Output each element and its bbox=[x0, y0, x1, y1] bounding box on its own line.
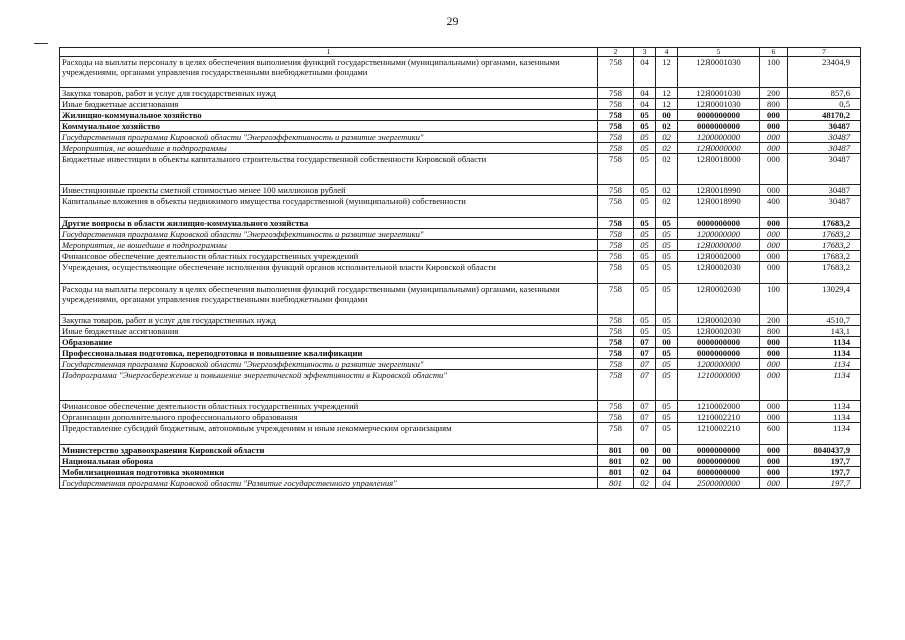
cell-ministry: 758 bbox=[598, 326, 634, 337]
cell-ministry: 758 bbox=[598, 370, 634, 401]
cell-target-article: 0000000000 bbox=[678, 218, 760, 229]
cell-target-article: 1200000000 bbox=[678, 229, 760, 240]
cell-name: Профессиональная подготовка, переподготовка и повышение квалификации bbox=[60, 348, 598, 359]
cell-expense-type: 000 bbox=[760, 348, 788, 359]
header-cell-target-article: 5 bbox=[678, 48, 760, 57]
cell-subsection: 05 bbox=[656, 240, 678, 251]
cell-expense-type: 600 bbox=[760, 423, 788, 445]
cell-amount: 30487 bbox=[788, 154, 861, 185]
cell-subsection: 00 bbox=[656, 110, 678, 121]
cell-amount: 197,7 bbox=[788, 456, 861, 467]
cell-subsection: 00 bbox=[656, 337, 678, 348]
cell-ministry: 758 bbox=[598, 121, 634, 132]
cell-name: Организации дополнительного профессионального образования bbox=[60, 412, 598, 423]
table-row bbox=[60, 401, 861, 412]
cell-amount: 23404,9 bbox=[788, 57, 861, 88]
cell-name: Иные бюджетные ассигнования bbox=[60, 99, 598, 110]
table-row bbox=[60, 359, 861, 370]
cell-expense-type: 000 bbox=[760, 185, 788, 196]
cell-target-article: 0000000000 bbox=[678, 467, 760, 478]
cell-ministry: 758 bbox=[598, 229, 634, 240]
cell-amount: 17683,2 bbox=[788, 229, 861, 240]
cell-ministry: 758 bbox=[598, 240, 634, 251]
cell-target-article: 1210002210 bbox=[678, 423, 760, 445]
cell-target-article: 12Я0001030 bbox=[678, 57, 760, 88]
cell-expense-type: 400 bbox=[760, 196, 788, 218]
table-row bbox=[60, 445, 861, 456]
cell-target-article: 12Я0001030 bbox=[678, 99, 760, 110]
cell-subsection: 12 bbox=[656, 88, 678, 99]
cell-ministry: 801 bbox=[598, 478, 634, 489]
table-row bbox=[60, 370, 861, 401]
cell-section: 04 bbox=[634, 88, 656, 99]
cell-name: Коммунальное хозяйство bbox=[60, 121, 598, 132]
table-row bbox=[60, 99, 861, 110]
cell-section: 05 bbox=[634, 143, 656, 154]
table-row bbox=[60, 284, 861, 315]
cell-name: Расходы на выплаты персоналу в целях обеспечения выполнения функций государственными (муниципальными) органами, казенными учреждениями, органами управления государственными внебюджетными фондами bbox=[60, 284, 598, 315]
cell-target-article: 12Я0002030 bbox=[678, 284, 760, 315]
cell-subsection: 05 bbox=[656, 218, 678, 229]
cell-section: 05 bbox=[634, 196, 656, 218]
cell-expense-type: 000 bbox=[760, 143, 788, 154]
cell-name: Государственная программа Кировской области "Энергоэффективность и развитие энергетики" bbox=[60, 229, 598, 240]
cell-section: 02 bbox=[634, 478, 656, 489]
cell-section: 00 bbox=[634, 445, 656, 456]
table-row bbox=[60, 154, 861, 185]
table-row bbox=[60, 110, 861, 121]
table-row bbox=[60, 423, 861, 445]
cell-expense-type: 000 bbox=[760, 337, 788, 348]
cell-subsection: 00 bbox=[656, 456, 678, 467]
header-row bbox=[60, 48, 861, 57]
table-row bbox=[60, 240, 861, 251]
cell-name: Учреждения, осуществляющие обеспечение исполнения функций органов исполнительной власти Кировской области bbox=[60, 262, 598, 284]
cell-name: Жилищно-коммунальное хозяйство bbox=[60, 110, 598, 121]
cell-ministry: 758 bbox=[598, 423, 634, 445]
cell-expense-type: 000 bbox=[760, 445, 788, 456]
cell-subsection: 05 bbox=[656, 348, 678, 359]
margin-mark bbox=[34, 43, 48, 44]
cell-expense-type: 100 bbox=[760, 284, 788, 315]
cell-amount: 30487 bbox=[788, 185, 861, 196]
cell-expense-type: 000 bbox=[760, 132, 788, 143]
cell-subsection: 05 bbox=[656, 229, 678, 240]
cell-subsection: 05 bbox=[656, 315, 678, 326]
table-row bbox=[60, 143, 861, 154]
cell-expense-type: 200 bbox=[760, 88, 788, 99]
cell-target-article: 1200000000 bbox=[678, 359, 760, 370]
cell-ministry: 758 bbox=[598, 218, 634, 229]
cell-ministry: 758 bbox=[598, 154, 634, 185]
budget-table bbox=[59, 47, 861, 489]
cell-target-article: 12Я0000000 bbox=[678, 143, 760, 154]
table-row bbox=[60, 88, 861, 99]
cell-name: Закупка товаров, работ и услуг для государственных нужд bbox=[60, 315, 598, 326]
cell-expense-type: 200 bbox=[760, 315, 788, 326]
cell-subsection: 02 bbox=[656, 154, 678, 185]
cell-subsection: 02 bbox=[656, 185, 678, 196]
cell-section: 05 bbox=[634, 154, 656, 185]
cell-amount: 17683,2 bbox=[788, 240, 861, 251]
cell-amount: 1134 bbox=[788, 348, 861, 359]
table-row bbox=[60, 262, 861, 284]
cell-amount: 17683,2 bbox=[788, 251, 861, 262]
cell-expense-type: 100 bbox=[760, 57, 788, 88]
cell-subsection: 05 bbox=[656, 326, 678, 337]
header-cell-ministry: 2 bbox=[598, 48, 634, 57]
cell-subsection: 12 bbox=[656, 99, 678, 110]
cell-ministry: 758 bbox=[598, 251, 634, 262]
cell-ministry: 758 bbox=[598, 132, 634, 143]
cell-ministry: 758 bbox=[598, 57, 634, 88]
cell-target-article: 1210000000 bbox=[678, 370, 760, 401]
cell-expense-type: 000 bbox=[760, 401, 788, 412]
cell-ministry: 758 bbox=[598, 185, 634, 196]
cell-subsection: 02 bbox=[656, 196, 678, 218]
cell-amount: 30487 bbox=[788, 132, 861, 143]
cell-ministry: 801 bbox=[598, 467, 634, 478]
cell-subsection: 05 bbox=[656, 251, 678, 262]
table-row bbox=[60, 229, 861, 240]
table-row bbox=[60, 251, 861, 262]
cell-ministry: 758 bbox=[598, 337, 634, 348]
cell-subsection: 00 bbox=[656, 445, 678, 456]
cell-amount: 4510,7 bbox=[788, 315, 861, 326]
cell-expense-type: 000 bbox=[760, 370, 788, 401]
cell-ministry: 758 bbox=[598, 110, 634, 121]
cell-ministry: 758 bbox=[598, 348, 634, 359]
cell-ministry: 801 bbox=[598, 456, 634, 467]
cell-expense-type: 000 bbox=[760, 229, 788, 240]
cell-name: Предоставление субсидий бюджетным, автономным учреждениям и иным некоммерческим организациям bbox=[60, 423, 598, 445]
cell-section: 07 bbox=[634, 401, 656, 412]
cell-expense-type: 000 bbox=[760, 456, 788, 467]
cell-name: Закупка товаров, работ и услуг для государственных нужд bbox=[60, 88, 598, 99]
cell-expense-type: 000 bbox=[760, 121, 788, 132]
cell-expense-type: 000 bbox=[760, 240, 788, 251]
cell-subsection: 05 bbox=[656, 423, 678, 445]
cell-target-article: 12Я0002030 bbox=[678, 326, 760, 337]
cell-target-article: 12Я0002030 bbox=[678, 262, 760, 284]
table-row bbox=[60, 337, 861, 348]
cell-subsection: 05 bbox=[656, 401, 678, 412]
table-row bbox=[60, 121, 861, 132]
cell-target-article: 12Я0002030 bbox=[678, 315, 760, 326]
cell-section: 05 bbox=[634, 185, 656, 196]
cell-expense-type: 800 bbox=[760, 326, 788, 337]
header-cell-section: 3 bbox=[634, 48, 656, 57]
cell-subsection: 12 bbox=[656, 57, 678, 88]
cell-section: 05 bbox=[634, 121, 656, 132]
cell-section: 04 bbox=[634, 57, 656, 88]
cell-ministry: 758 bbox=[598, 315, 634, 326]
cell-ministry: 758 bbox=[598, 262, 634, 284]
cell-target-article: 0000000000 bbox=[678, 456, 760, 467]
cell-ministry: 758 bbox=[598, 99, 634, 110]
cell-name: Расходы на выплаты персоналу в целях обеспечения выполнения функций государственными (муниципальными) органами, казенными учреждениями, органами управления государственными внебюджетными фондами bbox=[60, 57, 598, 88]
cell-ministry: 758 bbox=[598, 401, 634, 412]
cell-subsection: 05 bbox=[656, 262, 678, 284]
table-row bbox=[60, 478, 861, 489]
header-cell-subsection: 4 bbox=[656, 48, 678, 57]
table-row bbox=[60, 218, 861, 229]
cell-target-article: 0000000000 bbox=[678, 445, 760, 456]
cell-name: Инвестиционные проекты сметной стоимостью менее 100 миллионов рублей bbox=[60, 185, 598, 196]
cell-section: 02 bbox=[634, 467, 656, 478]
cell-section: 07 bbox=[634, 412, 656, 423]
cell-expense-type: 000 bbox=[760, 359, 788, 370]
cell-target-article: 12Я0018990 bbox=[678, 196, 760, 218]
cell-name: Государственная программа Кировской области "Развитие государственного управления" bbox=[60, 478, 598, 489]
cell-expense-type: 000 bbox=[760, 251, 788, 262]
table-row bbox=[60, 456, 861, 467]
table-row bbox=[60, 196, 861, 218]
cell-target-article: 12Я0018000 bbox=[678, 154, 760, 185]
cell-ministry: 758 bbox=[598, 412, 634, 423]
cell-section: 07 bbox=[634, 370, 656, 401]
cell-amount: 8040437,9 bbox=[788, 445, 861, 456]
cell-ministry: 758 bbox=[598, 143, 634, 154]
cell-name: Финансовое обеспечение деятельности областных государственных учреждений bbox=[60, 401, 598, 412]
cell-section: 05 bbox=[634, 315, 656, 326]
cell-section: 05 bbox=[634, 284, 656, 315]
cell-subsection: 05 bbox=[656, 370, 678, 401]
cell-expense-type: 000 bbox=[760, 467, 788, 478]
cell-name: Образование bbox=[60, 337, 598, 348]
cell-section: 05 bbox=[634, 110, 656, 121]
cell-section: 07 bbox=[634, 348, 656, 359]
cell-name: Финансовое обеспечение деятельности областных государственных учреждений bbox=[60, 251, 598, 262]
cell-name: Другие вопросы в области жилищно-коммунального хозяйства bbox=[60, 218, 598, 229]
cell-subsection: 04 bbox=[656, 467, 678, 478]
cell-target-article: 0000000000 bbox=[678, 121, 760, 132]
cell-section: 02 bbox=[634, 456, 656, 467]
cell-expense-type: 000 bbox=[760, 262, 788, 284]
table-row bbox=[60, 467, 861, 478]
cell-section: 07 bbox=[634, 423, 656, 445]
cell-subsection: 02 bbox=[656, 143, 678, 154]
cell-target-article: 12Я0000000 bbox=[678, 240, 760, 251]
page-number: 29 bbox=[446, 14, 459, 28]
cell-target-article: 12Я0001030 bbox=[678, 88, 760, 99]
cell-name: Капитальные вложения в объекты недвижимого имущества государственной (муниципальной) собственности bbox=[60, 196, 598, 218]
cell-amount: 1134 bbox=[788, 401, 861, 412]
cell-name: Мобилизационная подготовка экономики bbox=[60, 467, 598, 478]
table-row bbox=[60, 185, 861, 196]
cell-target-article: 0000000000 bbox=[678, 337, 760, 348]
cell-amount: 143,1 bbox=[788, 326, 861, 337]
table-row bbox=[60, 326, 861, 337]
table-row bbox=[60, 348, 861, 359]
cell-amount: 30487 bbox=[788, 121, 861, 132]
cell-expense-type: 800 bbox=[760, 99, 788, 110]
cell-amount: 857,6 bbox=[788, 88, 861, 99]
cell-expense-type: 000 bbox=[760, 412, 788, 423]
cell-amount: 30487 bbox=[788, 143, 861, 154]
cell-amount: 17683,2 bbox=[788, 218, 861, 229]
table-row bbox=[60, 412, 861, 423]
cell-ministry: 801 bbox=[598, 445, 634, 456]
cell-name: Подпрограмма "Энергосбережение и повышение энергетической эффективности в Кировской области" bbox=[60, 370, 598, 401]
cell-target-article: 2500000000 bbox=[678, 478, 760, 489]
cell-name: Мероприятия, не вошедшие в подпрограммы bbox=[60, 240, 598, 251]
cell-subsection: 02 bbox=[656, 132, 678, 143]
cell-amount: 1134 bbox=[788, 359, 861, 370]
cell-expense-type: 000 bbox=[760, 218, 788, 229]
cell-section: 07 bbox=[634, 337, 656, 348]
cell-ministry: 758 bbox=[598, 88, 634, 99]
cell-subsection: 05 bbox=[656, 359, 678, 370]
table-row bbox=[60, 315, 861, 326]
cell-section: 05 bbox=[634, 132, 656, 143]
cell-amount: 30487 bbox=[788, 196, 861, 218]
cell-section: 05 bbox=[634, 326, 656, 337]
cell-section: 05 bbox=[634, 240, 656, 251]
cell-target-article: 0000000000 bbox=[678, 348, 760, 359]
cell-amount: 1134 bbox=[788, 370, 861, 401]
cell-name: Министерство здравоохранения Кировской области bbox=[60, 445, 598, 456]
cell-expense-type: 000 bbox=[760, 110, 788, 121]
cell-target-article: 12Я0018990 bbox=[678, 185, 760, 196]
cell-section: 05 bbox=[634, 229, 656, 240]
cell-section: 07 bbox=[634, 359, 656, 370]
header-cell-expense-type: 6 bbox=[760, 48, 788, 57]
cell-subsection: 02 bbox=[656, 121, 678, 132]
cell-expense-type: 000 bbox=[760, 478, 788, 489]
cell-expense-type: 000 bbox=[760, 154, 788, 185]
header-cell-name: 1 bbox=[60, 48, 598, 57]
header-cell-amount: 7 bbox=[788, 48, 861, 57]
cell-amount: 1134 bbox=[788, 423, 861, 445]
cell-name: Государственная программа Кировской области "Энергоэффективность и развитие энергетики" bbox=[60, 132, 598, 143]
cell-ministry: 758 bbox=[598, 359, 634, 370]
cell-ministry: 758 bbox=[598, 196, 634, 218]
cell-subsection: 05 bbox=[656, 284, 678, 315]
cell-name: Бюджетные инвестиции в объекты капитального строительства государственной собственности Кировской области bbox=[60, 154, 598, 185]
cell-target-article: 12Я0002000 bbox=[678, 251, 760, 262]
cell-amount: 13029,4 bbox=[788, 284, 861, 315]
cell-subsection: 05 bbox=[656, 412, 678, 423]
cell-amount: 1134 bbox=[788, 412, 861, 423]
cell-amount: 197,7 bbox=[788, 467, 861, 478]
cell-section: 05 bbox=[634, 218, 656, 229]
cell-ministry: 758 bbox=[598, 284, 634, 315]
cell-amount: 0,5 bbox=[788, 99, 861, 110]
cell-section: 05 bbox=[634, 251, 656, 262]
cell-amount: 1134 bbox=[788, 337, 861, 348]
cell-target-article: 1210002000 bbox=[678, 401, 760, 412]
cell-amount: 17683,2 bbox=[788, 262, 861, 284]
table-row bbox=[60, 57, 861, 88]
cell-name: Государственная программа Кировской области "Энергоэффективность и развитие энергетики" bbox=[60, 359, 598, 370]
cell-name: Иные бюджетные ассигнования bbox=[60, 326, 598, 337]
cell-name: Национальная оборона bbox=[60, 456, 598, 467]
cell-section: 04 bbox=[634, 99, 656, 110]
cell-amount: 48170,2 bbox=[788, 110, 861, 121]
cell-name: Мероприятия, не вошедшие в подпрограммы bbox=[60, 143, 598, 154]
table-row bbox=[60, 132, 861, 143]
cell-target-article: 1210002210 bbox=[678, 412, 760, 423]
cell-target-article: 1200000000 bbox=[678, 132, 760, 143]
cell-target-article: 0000000000 bbox=[678, 110, 760, 121]
cell-subsection: 04 bbox=[656, 478, 678, 489]
cell-amount: 197,7 bbox=[788, 478, 861, 489]
table-body bbox=[60, 48, 861, 489]
cell-section: 05 bbox=[634, 262, 656, 284]
